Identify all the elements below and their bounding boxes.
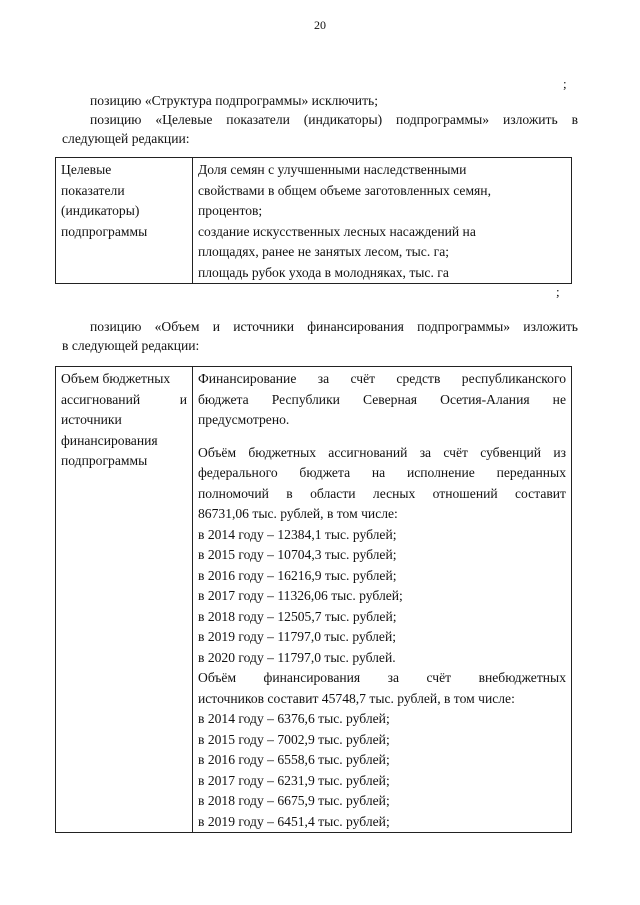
cell-line: в 2018 году – 6675,9 тыс. рублей; xyxy=(198,793,390,808)
cell-line: Объём финансирования за счёт внебюджетных xyxy=(198,670,566,685)
cell-line: Доля семян с улучшенными наследственными xyxy=(198,162,467,177)
paragraph-structure xyxy=(62,91,578,148)
cell-line: создание искусственных лесных насаждений на xyxy=(198,223,476,239)
cell-line: свойствами в общем объеме заготовленных семян, xyxy=(198,182,491,198)
cell-line: в 2017 году – 6231,9 тыс. рублей; xyxy=(198,772,390,788)
cell-line: ассигнований и xyxy=(61,391,187,407)
paragraph-line: позицию «Структура подпрограммы» исключить; xyxy=(90,93,379,108)
cell-line: федерального бюджета на исполнение переданных xyxy=(198,465,566,480)
cell-line: финансирования xyxy=(61,432,158,448)
cell-line: 86731,06 тыс. рублей, в том числе: xyxy=(198,506,398,521)
block-spacer xyxy=(198,431,566,443)
indicators-value-cell xyxy=(193,158,572,284)
cell-line: источники xyxy=(61,412,122,427)
cell-line: в 2019 году – 6451,4 тыс. рублей; xyxy=(198,813,390,829)
indicators-label xyxy=(56,158,192,242)
paragraph-line: следующей редакции: xyxy=(62,131,190,146)
cell-line: (индикаторы) xyxy=(61,203,140,218)
cell-line: процентов; xyxy=(198,203,263,218)
cell-line: Объем бюджетных xyxy=(61,371,171,386)
cell-line: показатели xyxy=(61,182,125,198)
financing-value xyxy=(193,367,571,832)
financing-label xyxy=(56,367,192,472)
cell-line: бюджета Республики Северная Осетия-Алания не xyxy=(198,391,566,407)
cell-line: Целевые xyxy=(61,162,112,177)
cell-line: источников составит 45748,7 тыс. рублей, в том числе: xyxy=(198,690,515,706)
cell-line: в 2019 году – 11797,0 тыс. рублей; xyxy=(198,629,397,644)
cell-line: в 2017 году – 11326,06 тыс. рублей; xyxy=(198,588,403,603)
page-number: 20 xyxy=(314,18,326,32)
paragraph-line: в следующей редакции: xyxy=(62,338,200,353)
cell-line: в 2016 году – 6558,6 тыс. рублей; xyxy=(198,752,390,767)
cell-line: Финансирование за счёт средств республиканского xyxy=(198,371,566,386)
cell-line: площадях, ранее не занятых лесом, тыс. га; xyxy=(198,244,450,259)
indicators-value xyxy=(193,158,571,283)
paragraph-line: позицию «Объем и источники финансирования подпрограммы» изложить xyxy=(90,319,578,334)
cell-line: в 2015 году – 10704,3 тыс. рублей; xyxy=(198,547,397,562)
cell-line: предусмотрено. xyxy=(198,412,290,427)
cell-line: в 2014 году – 12384,1 тыс. рублей; xyxy=(198,526,397,542)
indicators-label-cell xyxy=(56,158,193,284)
cell-line: полномочий в области лесных отношений составит xyxy=(198,485,566,501)
paragraph-financing xyxy=(62,317,578,355)
financing-table xyxy=(55,366,572,833)
paragraph-line: позицию «Целевые показатели (индикаторы) подпрограммы» изложить в xyxy=(90,112,578,127)
financing-value-cell xyxy=(193,367,572,833)
semicolon-top: ; xyxy=(563,76,567,91)
semicolon-after-table: ; xyxy=(556,284,560,299)
cell-line: площадь рубок ухода в молодняках, тыс. га xyxy=(198,264,449,280)
cell-line: в 2014 году – 6376,6 тыс. рублей; xyxy=(198,711,390,726)
indicators-table xyxy=(55,157,572,284)
cell-line: в 2016 году – 16216,9 тыс. рублей; xyxy=(198,567,397,583)
cell-line: в 2015 году – 7002,9 тыс. рублей; xyxy=(198,731,390,747)
cell-line: подпрограммы xyxy=(61,223,148,239)
cell-line: Объём бюджетных ассигнований за счёт субвенций из xyxy=(198,444,566,460)
cell-line: в 2020 году – 11797,0 тыс. рублей. xyxy=(198,649,396,665)
financing-label-cell xyxy=(56,367,193,833)
cell-line: в 2018 году – 12505,7 тыс. рублей; xyxy=(198,608,397,624)
cell-line: подпрограммы xyxy=(61,453,148,468)
